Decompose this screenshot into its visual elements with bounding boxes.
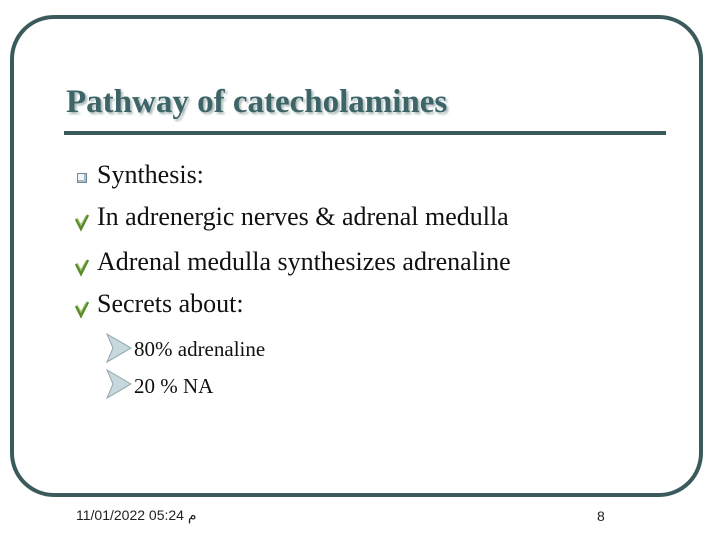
bullet-adrenal-medulla: Adrenal medulla synthesizes adrenaline — [97, 247, 511, 276]
checkmark-bullet-icon — [74, 250, 90, 280]
arrow-bullet-icon — [104, 332, 134, 364]
footer-datetime — [76, 507, 197, 524]
sub-bullet-adrenaline: 80% adrenaline — [134, 337, 266, 361]
title-underline — [64, 131, 666, 135]
slide-title: Pathway of catecholamines — [66, 84, 448, 120]
arrow-bullet-icon — [104, 368, 134, 400]
sub-bullet-na: 20 % NA — [134, 374, 214, 398]
bullet-secrets-about: Secrets about: — [97, 289, 244, 318]
slide-number: 8 — [597, 508, 605, 524]
footer-date-text: 05:24 11/01/2022 — [76, 507, 184, 523]
footer-am-pm: م — [187, 507, 197, 523]
bullet-adrenergic-nerves: In adrenergic nerves & adrenal medulla — [97, 202, 509, 231]
square-bullet-icon — [74, 163, 90, 193]
checkmark-bullet-icon — [74, 292, 90, 322]
checkmark-bullet-icon — [74, 205, 90, 235]
bullet-synthesis: Synthesis: — [97, 160, 204, 189]
